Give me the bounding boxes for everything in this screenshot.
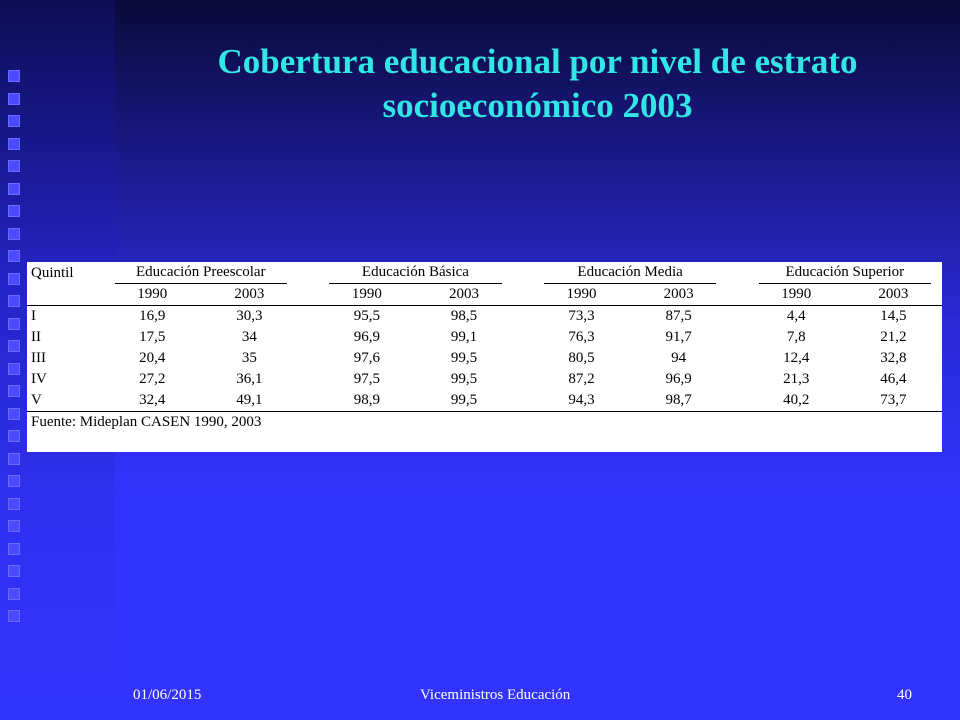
footer-page-number: 40 bbox=[897, 687, 912, 703]
value-cell: 20,4 bbox=[139, 350, 166, 366]
table-row bbox=[27, 390, 942, 412]
value-cell: 49,1 bbox=[201, 390, 298, 412]
value-cell: 87,2 bbox=[568, 371, 595, 387]
quintil-header: Quintil bbox=[31, 264, 74, 281]
value-cell: 94 bbox=[671, 350, 687, 366]
value-cell: 7,8 bbox=[786, 329, 806, 345]
group-header-superior: Educación Superior bbox=[748, 262, 942, 284]
spacer-cell bbox=[298, 348, 318, 369]
value-cell: 73,3 bbox=[568, 308, 595, 324]
value-cell: 98,5 bbox=[450, 308, 478, 324]
value-cell: 14,5 bbox=[880, 308, 907, 324]
spacer-cell bbox=[513, 348, 533, 369]
year-header: 1990 bbox=[748, 284, 845, 306]
spacer-cell bbox=[298, 369, 318, 390]
value-cell: 97,6 bbox=[353, 350, 380, 366]
group-header-preescolar: Educación Preescolar bbox=[104, 262, 298, 284]
value-cell: 27,2 bbox=[139, 371, 166, 387]
value-cell: 91,7 bbox=[665, 329, 692, 345]
spacer-cell bbox=[513, 306, 533, 328]
value-cell: 34 bbox=[241, 329, 257, 345]
table-group-header-row bbox=[27, 262, 942, 284]
value-cell: 99,1 bbox=[450, 329, 478, 345]
value-cell: 16,9 bbox=[139, 308, 166, 324]
table-source: Fuente: Mideplan CASEN 1990, 2003 bbox=[31, 414, 262, 430]
spacer-cell bbox=[727, 306, 747, 328]
spacer-cell bbox=[513, 390, 533, 412]
table-row bbox=[27, 348, 942, 369]
quintil-cell: I bbox=[31, 308, 36, 324]
value-cell: 32,4 bbox=[104, 390, 201, 412]
footer-title: Viceministros Educación bbox=[420, 687, 571, 703]
value-cell: 96,9 bbox=[353, 329, 380, 345]
value-cell: 46,4 bbox=[880, 371, 907, 387]
value-cell: 95,5 bbox=[353, 308, 380, 324]
spacer-cell bbox=[727, 327, 747, 348]
year-header: 2003 bbox=[845, 284, 942, 306]
value-cell: 76,3 bbox=[568, 329, 595, 345]
title-line-1: Cobertura educacional por nivel de estrato bbox=[217, 42, 858, 81]
group-header-basica: Educación Básica bbox=[318, 262, 512, 284]
value-cell: 80,5 bbox=[568, 350, 595, 366]
value-cell: 40,2 bbox=[748, 390, 845, 412]
value-cell: 12,4 bbox=[783, 350, 810, 366]
table-row bbox=[27, 327, 942, 348]
value-cell: 99,5 bbox=[450, 371, 478, 387]
value-cell: 98,7 bbox=[630, 390, 727, 412]
year-header: 2003 bbox=[201, 284, 298, 306]
value-cell: 17,5 bbox=[139, 329, 166, 345]
value-cell: 21,3 bbox=[783, 371, 810, 387]
table-row bbox=[27, 369, 942, 390]
coverage-table bbox=[27, 262, 942, 433]
spacer-cell bbox=[727, 348, 747, 369]
group-header-media: Educación Media bbox=[533, 262, 727, 284]
value-cell: 97,5 bbox=[353, 371, 380, 387]
coverage-table-container bbox=[27, 262, 942, 452]
value-cell: 35 bbox=[241, 350, 257, 366]
title-line-2: socioeconómico 2003 bbox=[382, 86, 693, 125]
year-header: 2003 bbox=[630, 284, 727, 306]
value-cell: 99,5 bbox=[450, 350, 478, 366]
spacer-cell bbox=[727, 390, 747, 412]
year-header: 1990 bbox=[533, 284, 630, 306]
value-cell: 87,5 bbox=[665, 308, 692, 324]
year-header: 1990 bbox=[104, 284, 201, 306]
quintil-cell: II bbox=[31, 329, 41, 345]
table-row bbox=[27, 306, 942, 328]
quintil-cell: IV bbox=[31, 371, 47, 387]
value-cell: 32,8 bbox=[880, 350, 907, 366]
value-cell: 4,4 bbox=[786, 308, 806, 324]
spacer-cell bbox=[513, 369, 533, 390]
spacer-cell bbox=[298, 306, 318, 328]
spacer-cell bbox=[727, 369, 747, 390]
slide-title bbox=[115, 40, 960, 128]
year-header: 2003 bbox=[415, 284, 512, 306]
table-source-row bbox=[27, 412, 942, 434]
spacer-cell bbox=[513, 327, 533, 348]
value-cell: 21,2 bbox=[880, 329, 907, 345]
spacer-cell bbox=[298, 390, 318, 412]
quintil-cell: V bbox=[27, 390, 104, 412]
value-cell: 99,5 bbox=[415, 390, 512, 412]
year-header: 1990 bbox=[318, 284, 415, 306]
spacer-cell bbox=[298, 327, 318, 348]
value-cell: 96,9 bbox=[665, 371, 692, 387]
value-cell: 30,3 bbox=[236, 308, 263, 324]
value-cell: 98,9 bbox=[318, 390, 415, 412]
value-cell: 73,7 bbox=[845, 390, 942, 412]
footer-date: 01/06/2015 bbox=[133, 687, 202, 703]
value-cell: 94,3 bbox=[533, 390, 630, 412]
value-cell: 36,1 bbox=[236, 371, 263, 387]
table-year-header-row bbox=[27, 284, 942, 306]
quintil-cell: III bbox=[31, 350, 46, 366]
